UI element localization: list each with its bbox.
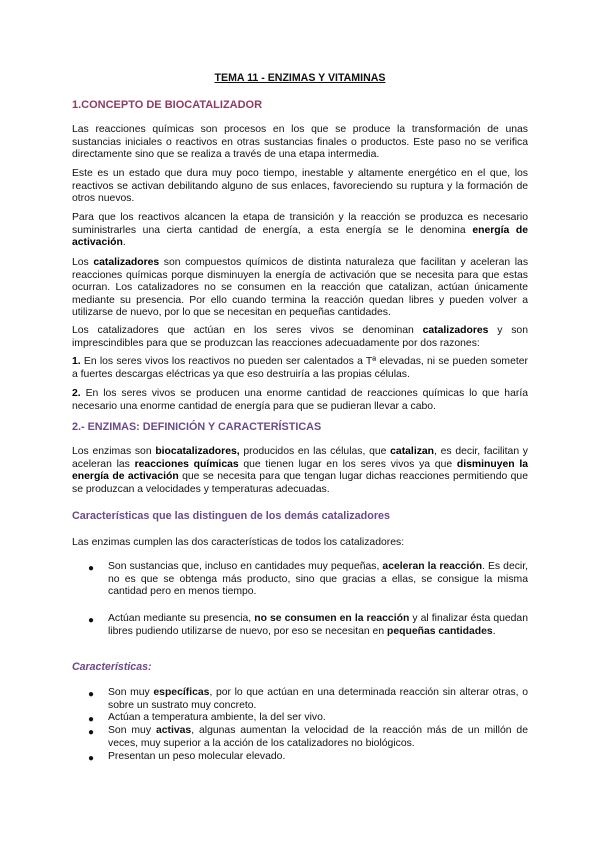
- section2-intro: Las enzimas cumplen las dos características de todos los catalizadores:: [72, 537, 405, 548]
- section2-paragraph-1: Los enzimas son biocatalizadores, producidos en las células, que catalizan, es decir, facilitan y aceleran las reacciones químicas que tienen lugar en los seres vivos ya que disminuyen la energía de activación que se necesita para que tengan lugar dichas reacciones permitiendo que se produzcan a velocidades y temperaturas adecuadas.: [72, 446, 529, 495]
- section1-paragraph-3: Para que los reactivos alcancen la etapa de transición y la reacción se produzca es necesario suministrarles una cierta cantidad de energía, a esta energía se le denomina energía de activación.: [72, 212, 528, 249]
- characteristic-item-3: Son muy activas, algunas aumentan la velocidad de la reacción más de un millón de veces, muy superior a la acción de los catalizadores no biológicos.: [108, 725, 528, 749]
- page-title: TEMA 11 - ENZIMAS Y VITAMINAS: [214, 72, 386, 84]
- section2-heading: 2.- ENZIMAS: DEFINICIÓN Y CARACTERÍSTICAS: [72, 421, 322, 433]
- characteristic-item-1: Son muy específicas, por lo que actúan en una determinada reacción sin alterar otras, o sobre un sustrato muy concreto.: [108, 687, 528, 711]
- bullet-dot: ●: [88, 615, 95, 626]
- characteristic-item-4: Presentan un peso molecular elevado.: [108, 751, 286, 762]
- bullet-dot: ●: [88, 563, 95, 574]
- bullet-dot: ●: [88, 727, 95, 738]
- section1-paragraph-4: Los catalizadores son compuestos químicos de distinta naturaleza que facilitan y aceleran las reacciones químicas porque disminuyen la energía de activación que se necesita para que estas ocurran. Los catalizadores no se consumen en la reacción que catalizan, actúan únicamente mediante su presencia. Por ello cuando termina la reacción quedan libres y pueden volver a utilizarse de nuevo, por lo que se necesitan en pequeñas cantidades.: [72, 257, 529, 319]
- characteristics-heading: Características:: [72, 661, 152, 673]
- reason-2: 2. En los seres vivos se producen una enorme cantidad de reacciones químicas lo que haría necesario una enorme cantidad de energía para que se pudieran llevar a cabo.: [72, 388, 528, 412]
- section2-subheading: Características que las distinguen de los demás catalizadores: [72, 510, 391, 522]
- bullet-item-2: Actúan mediante su presencia, no se consumen en la reacción y al finalizar ésta quedan libres pudiendo utilizarse de nuevo, por eso se necesitan en pequeñas cantidades.: [108, 613, 528, 637]
- section1-heading: 1.CONCEPTO DE BIOCATALIZADOR: [72, 99, 263, 111]
- characteristic-item-2: Actúan a temperatura ambiente, la del ser vivo.: [108, 712, 326, 723]
- section1-paragraph-1: Las reacciones químicas son procesos en los que se produce la transformación de unas sustancias iniciales o reactivos en otras sustancias finales o productos. Este paso no se verifica directamente sino que se realiza a través de una etapa intermedia.: [72, 124, 528, 161]
- bullet-dot: ●: [88, 753, 95, 764]
- bullet-dot: ●: [88, 714, 95, 725]
- section1-paragraph-2: Este es un estado que dura muy poco tiempo, inestable y altamente energético en el que, los reactivos se activan debilitando alguno de sus enlaces, favoreciendo su ruptura y la formación de otros nuevos.: [72, 168, 528, 205]
- bullet-dot: ●: [88, 689, 95, 700]
- section1-paragraph-5: Los catalizadores que actúan en los seres vivos se denominan catalizadores y son imprescindibles para que se produzcan las reacciones adecuadamente por dos razones:: [72, 325, 528, 349]
- bullet-item-1: Son sustancias que, incluso en cantidades muy pequeñas, aceleran la reacción. Es decir, no es que se obtenga más producto, sino que gracias a ellas, se consigue la misma cantidad pero en menos tiempo.: [108, 561, 528, 598]
- reason-1: 1. En los seres vivos los reactivos no pueden ser calentados a Tª elevadas, ni se pueden someter a fuertes descargas eléctricas ya que eso destruiría a las propias células.: [72, 356, 528, 380]
